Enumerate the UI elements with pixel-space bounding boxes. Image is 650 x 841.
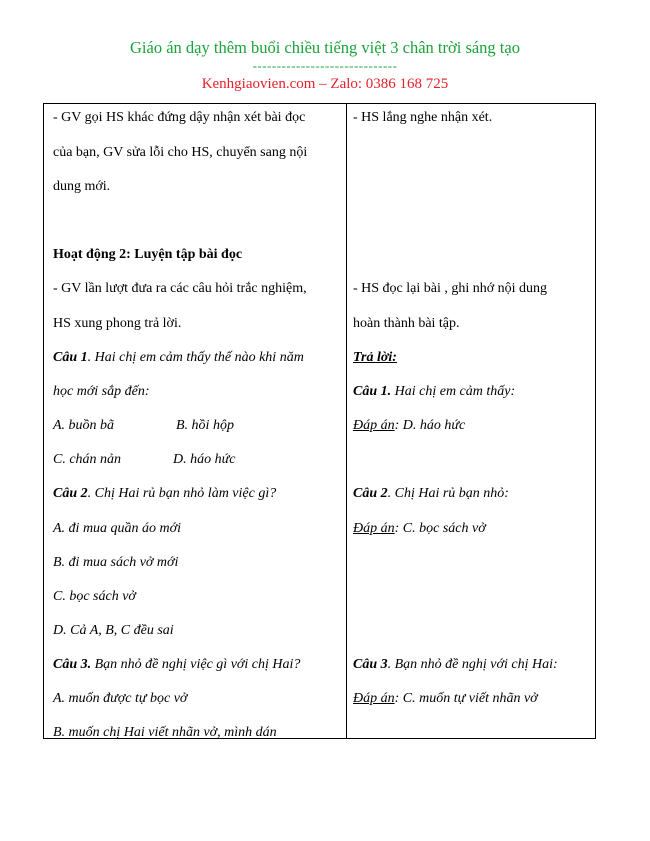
teacher-line-1: - GV gọi HS khác đứng dậy nhận xét bài đọc xyxy=(53,110,306,125)
q2-option-b: B. đi mua sách vở mới xyxy=(53,555,179,570)
q3-option-a: A. muốn được tự bọc vở xyxy=(53,691,188,706)
student-line-2: - HS đọc lại bài , ghi nhớ nội dung xyxy=(353,281,548,296)
q2-option-a: A. đi mua quần áo mới xyxy=(53,521,182,536)
header-site-contact: Kenhgiaovien.com – Zalo: 0386 168 725 xyxy=(201,76,449,92)
header-title: Giáo án dạy thêm buổi chiều tiếng việt 3 chân trời sáng tạo xyxy=(130,38,520,57)
q1-option-a: A. buồn bã xyxy=(53,418,115,433)
answer-2-question: Câu 2. Chị Hai rủ bạn nhỏ: xyxy=(353,486,509,501)
teacher-line-5: HS xung phong trả lời. xyxy=(53,316,182,331)
student-line-1: - HS lắng nghe nhận xét. xyxy=(353,110,493,125)
teacher-line-3: dung mới. xyxy=(53,179,111,194)
student-line-3: hoàn thành bài tập. xyxy=(353,316,460,331)
answer-3-question: Câu 3. Bạn nhỏ đề nghị với chị Hai: xyxy=(353,657,558,672)
teacher-line-2: của bạn, GV sửa lỗi cho HS, chuyển sang nội xyxy=(53,145,308,160)
question-1: Câu 1. Hai chị em cảm thấy thế nào khi năm xyxy=(53,350,304,365)
question-2: Câu 2. Chị Hai rủ bạn nhỏ làm việc gì? xyxy=(53,486,277,501)
q2-option-d: D. Cả A, B, C đều sai xyxy=(53,623,174,638)
answer-3: Đáp án: C. muốn tự viết nhãn vở xyxy=(353,691,538,706)
header-divider: ------------------------------ xyxy=(252,58,398,73)
answer-heading: Trả lời: xyxy=(353,350,397,365)
q2-option-c: C. bọc sách vở xyxy=(53,589,136,604)
answer-1: Đáp án: D. háo hức xyxy=(353,418,466,433)
answer-2: Đáp án: C. bọc sách vở xyxy=(353,521,486,536)
q1-option-c: C. chán nản xyxy=(53,452,122,467)
question-1-cont: học mới sắp đến: xyxy=(53,384,150,399)
q1-option-d: D. háo hức xyxy=(173,452,236,467)
column-divider xyxy=(346,104,347,738)
activity-heading: Hoạt động 2: Luyện tập bài đọc xyxy=(53,247,243,262)
question-3: Câu 3. Bạn nhỏ đề nghị việc gì với chị Hai? xyxy=(53,657,301,672)
q1-option-b: B. hồi hộp xyxy=(176,418,234,433)
lesson-table xyxy=(43,103,596,739)
teacher-line-4: - GV lần lượt đưa ra các câu hỏi trắc nghiệm, xyxy=(53,281,307,296)
q3-option-b: B. muốn chị Hai viết nhãn vở, mình dán xyxy=(53,725,277,740)
answer-1-question: Câu 1. Hai chị em cảm thấy: xyxy=(353,384,516,399)
